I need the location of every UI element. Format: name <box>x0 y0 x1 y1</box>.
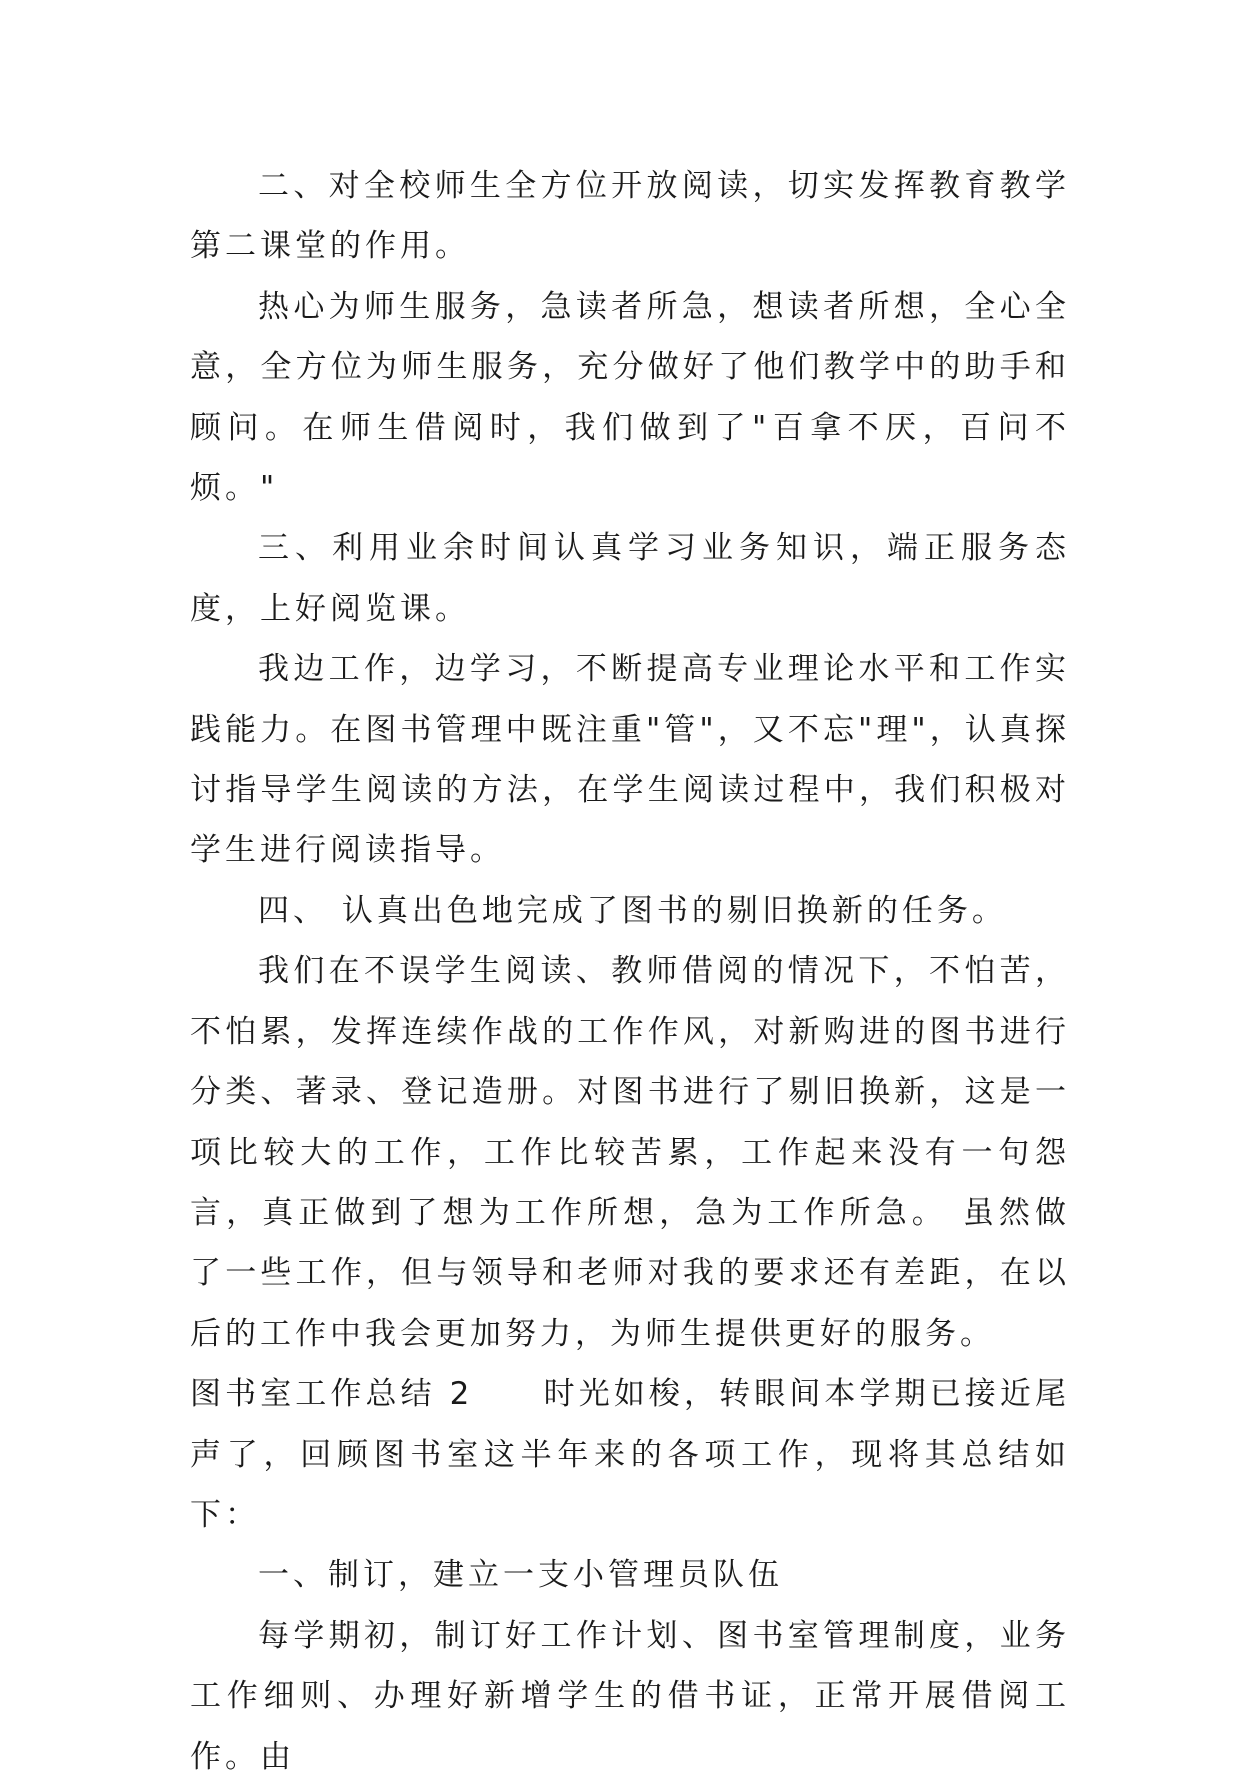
paragraph-section-one-heading: 一、制订，建立一支小管理员队伍 <box>258 1557 783 1594</box>
paragraph-service: 热心为师生服务，急读者所急，想读者所想，全心全意，全方位为师生服务，充分做好了他们教学中的助手和顾问。在师生借阅时，我们做到了"百拿不厌，百问不烦。" <box>190 288 1070 507</box>
paragraph-section-three-heading: 三、利用业余时间认真学习业务知识，端正服务态度，上好阅览课。 <box>190 530 1070 627</box>
document-body <box>190 156 1070 1787</box>
paragraph-section-two-heading: 二、对全校师生全方位开放阅读，切实发挥教育教学第二课堂的作用。 <box>190 168 1070 265</box>
paragraph-section-four-heading: 四、 认真出色地完成了图书的剔旧换新的任务。 <box>258 892 1007 929</box>
paragraph-summary-two-intro: 图书室工作总结 2 时光如梭，转眼间本学期已接近尾声了，回顾图书室这半年来的各项工作，现将其总结如下： <box>190 1376 1070 1533</box>
paragraph-semester-start: 每学期初，制订好工作计划、图书室管理制度，业务工作细则、办理好新增学生的借书证，正常开展借阅工作。由 <box>190 1617 1070 1775</box>
paragraph-book-renewal: 我们在不误学生阅读、教师借阅的情况下，不怕苦，不怕累，发挥连续作战的工作作风，对新购进的图书进行分类、著录、登记造册。对图书进行了剔旧换新，这是一项比较大的工作，工作比较苦累，工作起来没有一句怨言，真正做到了想为工作所想，急为工作所急。 虽然做了一些工作，但与领导和老师对我的要求还有差距，在以后的工作中我会更加努力，为师生提供更好的服务。 <box>190 953 1070 1352</box>
paragraph-study: 我边工作，边学习，不断提高专业理论水平和工作实践能力。在图书管理中既注重"管"，又不忘"理"，认真探讨指导学生阅读的方法，在学生阅读过程中，我们积极对学生进行阅读指导。 <box>190 651 1070 869</box>
